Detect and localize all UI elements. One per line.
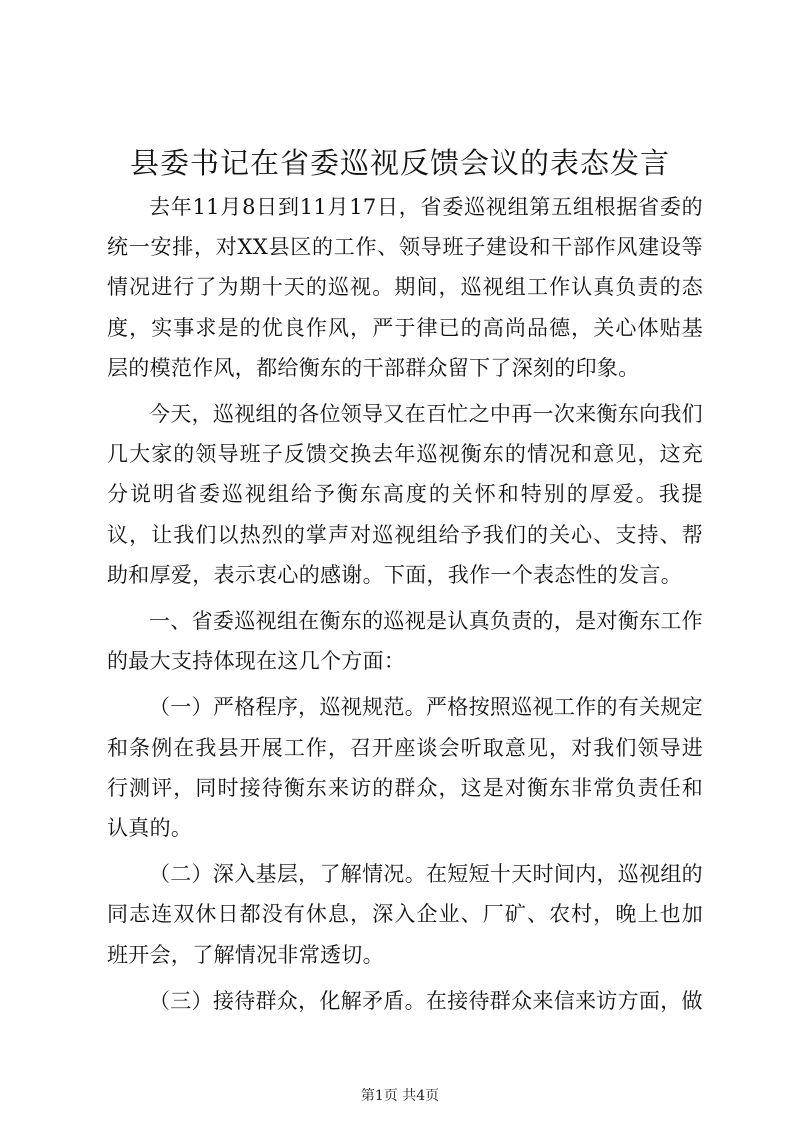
paragraph: 今天，巡视组的各位领导又在百忙之中再一次来衡东向我们几大家的领导班子反馈交换去年巡视衡东的情况和意见，这充分说明省委巡视组给予衡东高度的关怀和特别的厚爱。我提议，让我们以热烈的掌声对巡视组给予我们的关心、支持、帮助和厚爱，表示衷心的感谢。下面，我作一个表态性的发言。: [107, 402, 703, 587]
paragraph: （一）严格程序，巡视规范。严格按照巡视工作的有关规定和条例在我县开展工作，召开座谈会听取意见，对我们领导进行测评，同时接待衡东来访的群众，这是对衡东非常负责任和认真的。: [107, 695, 703, 841]
document-body: [107, 187, 703, 1021]
paragraph: 去年11月8日到11月17日，省委巡视组第五组根据省委的统一安排，对XX县区的工作、领导班子建设和干部作风建设等情况进行了为期十天的巡视。期间，巡视组工作认真负责的态度，实事求是的优良作风，严于律已的高尚品德，关心体贴基层的模范作风，都给衡东的干部群众留下了深刻的印象。: [107, 195, 703, 380]
document-title: 县委书记在省委巡视反馈会议的表态发言: [129, 146, 670, 180]
paragraph: （三）接待群众，化解矛盾。在接待群众来信来访方面，做: [149, 988, 703, 1013]
paragraph: （二）深入基层，了解情况。在短短十天时间内，巡视组的同志连双休日都没有休息，深入企业、厂矿、农村，晚上也加班开会，了解情况非常透切。: [107, 862, 703, 967]
paragraph: 一、省委巡视组在衡东的巡视是认真负责的，是对衡东工作的最大支持体现在这几个方面：: [107, 609, 703, 674]
page-number-footer: 第1页 共4页: [360, 1088, 440, 1104]
